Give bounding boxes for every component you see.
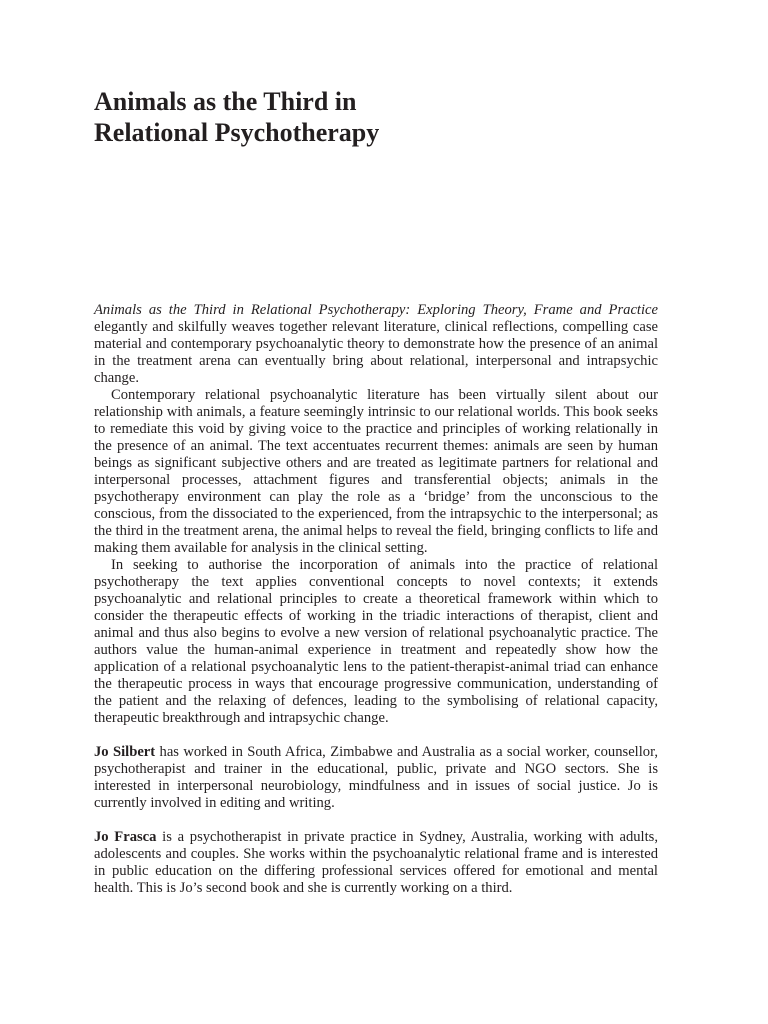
author-bio-text-2: is a psychotherapist in private practice in Sydney, Australia, working with adults, adolescents and couples. She works within the psychoanalytic relational frame and is interested in public education on the differing professional services offered for emotional and mental health. This is Jo’s second book and she is currently working on a third. [94, 829, 658, 896]
description-paragraph-1-text: elegantly and skilfully weaves together relevant literature, clinical reflections, compelling case material and contemporary psychoanalytic theory to demonstrate how the presence of an animal in the treatment arena can eventually bring about relational, interpersonal and intrapsychic change. [94, 319, 658, 386]
book-title-line-2: Relational Psychotherapy [94, 118, 380, 147]
author-bio-1 [94, 744, 658, 812]
book-title-italic: Animals as the Third in Relational Psychotherapy: Exploring Theory, Frame and Practice [94, 302, 658, 318]
description-paragraph-1 [94, 302, 658, 387]
book-title [94, 86, 658, 148]
book-title-line-1: Animals as the Third in [94, 87, 357, 116]
author-bio-2 [94, 829, 658, 897]
author-name-1: Jo Silbert [94, 744, 156, 760]
book-description [94, 302, 658, 897]
author-name-2: Jo Frasca [94, 829, 157, 845]
description-paragraph-2: Contemporary relational psychoanalytic literature has been virtually silent about our relationship with animals, a feature seemingly intrinsic to our relational worlds. This book seeks to remediate this void by giving voice to the practice and principles of working relationally in the presence of an animal. The text accentuates recurrent themes: animals are seen by human beings as significant subjective others and are treated as legitimate partners for relational and interpersonal processes, attachment figures and transferential objects; animals in the psychotherapy environment can play the role as a ‘bridge’ from the unconscious to the conscious, from the dissociated to the experienced, from the intrapsychic to the interpersonal; as the third in the treatment arena, the animal helps to reveal the field, bringing conflicts to life and making them available for analysis in the clinical setting. [94, 387, 658, 556]
description-paragraph-3: In seeking to authorise the incorporation of animals into the practice of relational psychotherapy the text applies conventional concepts to novel contexts; it extends psychoanalytic and relational principles to create a theoretical framework within which to consider the therapeutic effects of working in the triadic interactions of therapist, client and animal and thus also begins to evolve a new version of relational psychoanalytic practice. The authors value the human-animal experience in treatment and repeatedly show how the application of a relational psychoanalytic lens to the patient-therapist-animal triad can enhance the therapeutic process in ways that encourage progressive communication, understanding of the patient and the relaxing of defences, leading to the symbolising of relational capacity, therapeutic breakthrough and intrapsychic change. [94, 557, 658, 726]
author-bio-text-1: has worked in South Africa, Zimbabwe and Australia as a social worker, counsellor, psychotherapist and trainer in the educational, public, private and NGO sectors. She is interested in interpersonal neurobiology, mindfulness and in issues of social justice. Jo is currently involved in editing and writing. [94, 744, 658, 811]
